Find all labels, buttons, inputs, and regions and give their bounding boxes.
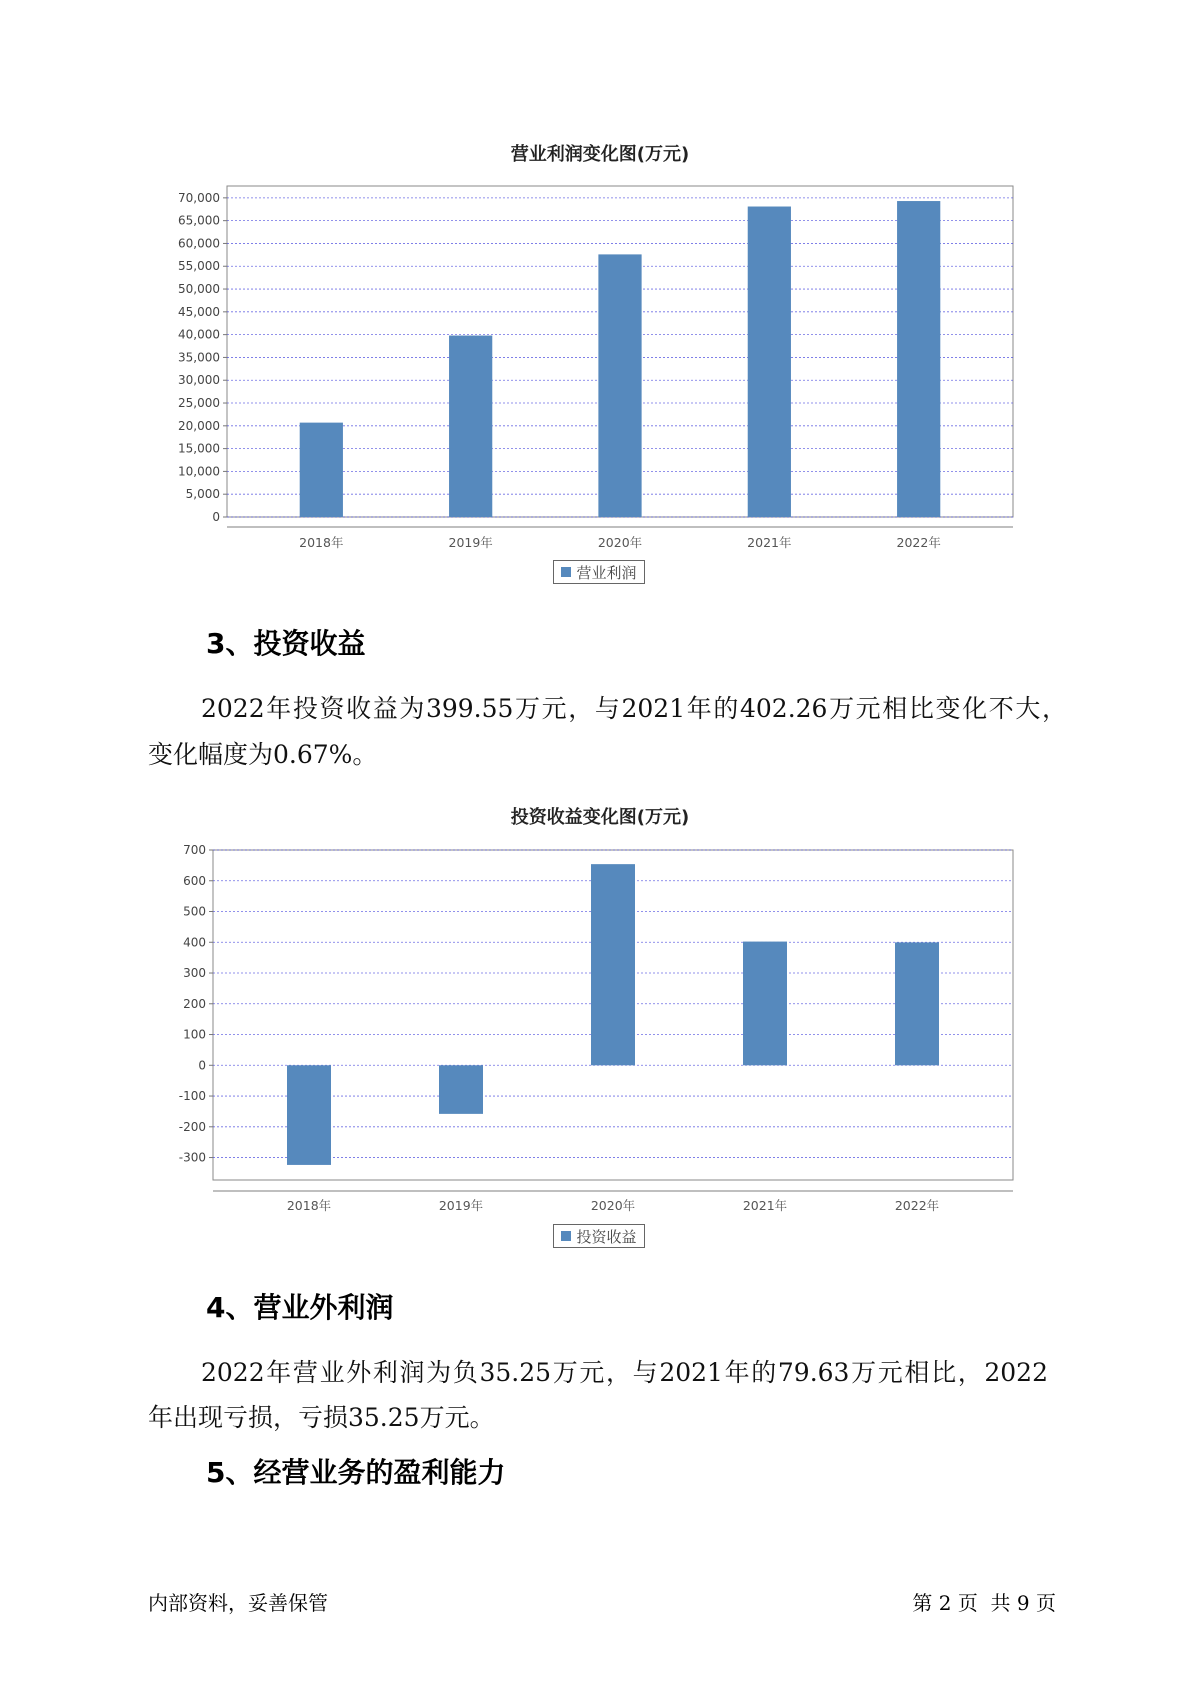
operating-profit-legend xyxy=(553,560,645,584)
y-tick-label: 70,000 xyxy=(178,190,220,205)
bar-2022 xyxy=(895,942,939,1065)
bar-2018 xyxy=(300,423,343,517)
y-tick-label: 10,000 xyxy=(178,464,220,479)
x-category-label: 2020年 xyxy=(597,535,643,550)
y-tick-label: 700 xyxy=(183,843,206,857)
y-tick-label: 500 xyxy=(183,904,206,919)
bar-2020 xyxy=(591,864,635,1065)
bar-2022 xyxy=(897,201,940,517)
y-tick-label: 55,000 xyxy=(178,259,220,274)
section-heading-non-operating: 4、营业外利润 xyxy=(206,1291,394,1324)
y-tick-label: 45,000 xyxy=(178,304,220,319)
y-tick-label: 15,000 xyxy=(178,441,220,456)
operating-profit-chart-title: 营业利润变化图(万元) xyxy=(510,144,690,165)
investment-income-chart xyxy=(0,835,1191,1225)
investment-income-chart-title: 投资收益变化图(万元) xyxy=(510,807,690,828)
section-heading-investment: 3、投资收益 xyxy=(206,627,366,660)
bar-2019 xyxy=(449,336,492,517)
bar-2021 xyxy=(748,207,791,517)
x-category-label: 2018年 xyxy=(299,535,344,550)
y-tick-label: 300 xyxy=(183,966,206,981)
non-operating-paragraph-line-1: 2022年营业外利润为负35.25万元，与2021年的79.63万元相比，2022 xyxy=(201,1358,1048,1387)
y-tick-label: 65,000 xyxy=(178,213,220,228)
y-tick-label: 0 xyxy=(212,510,220,524)
y-tick-label: 600 xyxy=(183,873,206,888)
x-category-label: 2022年 xyxy=(894,1198,940,1213)
y-tick-label: 200 xyxy=(183,996,206,1011)
bar-2021 xyxy=(743,942,787,1066)
y-tick-label: -100 xyxy=(178,1089,206,1104)
y-tick-label: 35,000 xyxy=(178,350,220,365)
x-category-label: 2021年 xyxy=(747,535,792,550)
y-tick-label: 25,000 xyxy=(178,396,220,411)
bar-2019 xyxy=(439,1065,483,1114)
y-tick-label: 20,000 xyxy=(178,418,220,433)
y-tick-label: 100 xyxy=(183,1027,206,1042)
y-tick-label: 30,000 xyxy=(178,373,220,388)
x-category-label: 2021年 xyxy=(742,1198,788,1213)
y-tick-label: 50,000 xyxy=(178,282,220,297)
y-tick-label: 60,000 xyxy=(178,236,220,251)
bar-2020 xyxy=(598,254,641,517)
y-tick-label: 0 xyxy=(198,1058,206,1073)
x-category-label: 2019年 xyxy=(448,535,493,550)
footer-confidential-note: 内部资料，妥善保管 xyxy=(148,1591,328,1615)
footer-page-number: 第 2 页 共 9 页 xyxy=(912,1591,1056,1615)
legend-swatch xyxy=(561,567,571,577)
y-tick-label: 400 xyxy=(183,935,206,950)
y-tick-label: 5,000 xyxy=(185,487,220,502)
y-tick-label: 40,000 xyxy=(178,327,220,342)
operating-profit-chart xyxy=(0,170,1191,560)
non-operating-paragraph-line-2: 年出现亏损，亏损35.25万元。 xyxy=(148,1403,495,1432)
investment-paragraph-line-2: 变化幅度为0.67%。 xyxy=(148,740,378,769)
x-category-label: 2020年 xyxy=(590,1198,636,1213)
legend-label: 投资收益 xyxy=(576,1227,637,1246)
bar-2018 xyxy=(287,1065,331,1165)
legend-swatch xyxy=(561,1231,571,1241)
x-category-label: 2019年 xyxy=(438,1198,484,1213)
investment-paragraph-line-1: 2022年投资收益为399.55万元，与2021年的402.26万元相比变化不大， xyxy=(201,694,1067,723)
y-tick-label: -300 xyxy=(178,1150,206,1165)
section-heading-operating-profitability: 5、经营业务的盈利能力 xyxy=(206,1456,506,1489)
legend-label: 营业利润 xyxy=(576,563,637,582)
x-category-label: 2018年 xyxy=(286,1198,332,1213)
investment-income-legend xyxy=(553,1224,645,1248)
y-tick-label: -200 xyxy=(178,1119,206,1134)
x-category-label: 2022年 xyxy=(896,535,941,550)
